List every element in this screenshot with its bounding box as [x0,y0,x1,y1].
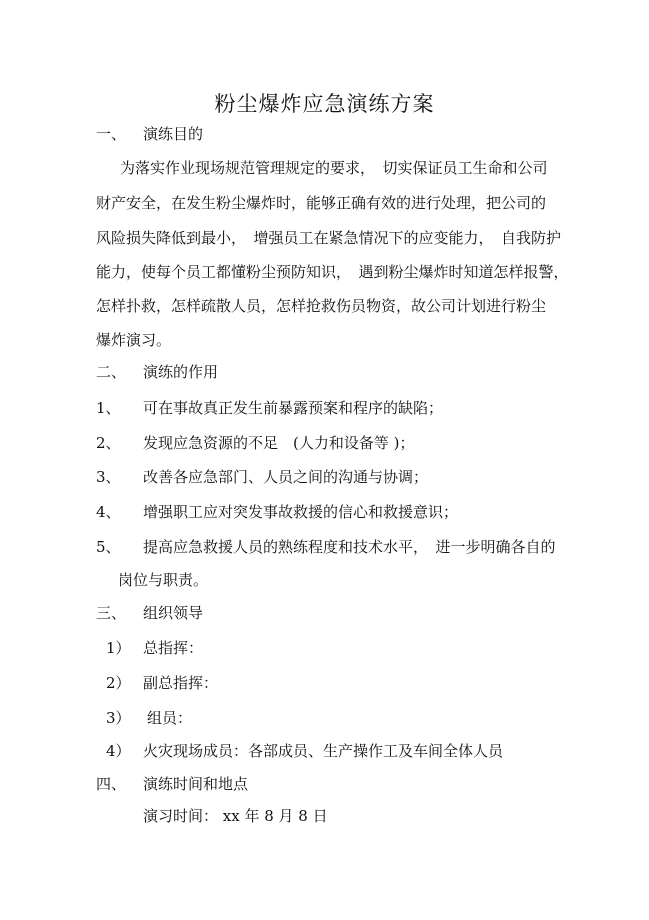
paragraph-line: 怎样扑救，怎样疏散人员，怎样抢救伤员物资，故公司计划进行粉尘 [96,297,547,315]
paragraph-line: 能力，使每个员工都懂粉尘预防知识， 遇到粉尘爆炸时知道怎样报警， [96,263,569,281]
section-1-number: 一、 [96,125,127,143]
list-item-text: 增强职工应对突发事故救援的信心和救援意识； [143,503,459,521]
section-1-heading: 演练目的 [143,125,204,143]
list-item-text: 副总指挥： [143,674,219,692]
paragraph-line: 财产安全，在发生粉尘爆炸时，能够正确有效的进行处理，把公司的 [96,194,547,212]
section-2-heading: 演练的作用 [143,363,219,381]
section-3-heading: 组织领导 [143,604,204,622]
list-item-number: 3） [106,709,131,727]
list-item-number: 4） [106,742,131,760]
list-item-text: 可在事故真正发生前暴露预案和程序的缺陷； [143,399,444,417]
paragraph-line: 为落实作业现场规范管理规定的要求， 切实保证员工生命和公司 [120,159,548,177]
paragraph-line: 风险损失降低到最小， 增强员工在紧急情况下的应变能力， 自我防护 [96,229,562,247]
list-item-text: 火灾现场成员：各部成员、生产操作工及车间全体人员 [143,742,504,760]
list-item-number: 5、 [96,538,121,556]
list-item-number: 4、 [96,503,121,521]
list-item-text: 总指挥： [143,639,204,657]
list-item-text: 发现应急资源的不足 (人力和设备等 )； [143,434,415,452]
list-item-text: 组员： [147,709,193,727]
paragraph-line: 爆炸演习。 [96,331,172,349]
drill-time-line: 演习时间： xx 年 8 月 8 日 [143,807,328,825]
section-4-heading: 演练时间和地点 [143,775,249,793]
list-item-number: 2、 [96,434,121,452]
list-item-text: 提高应急救援人员的熟练程度和技术水平， 进一步明确各自的 [143,538,556,556]
list-item-continuation: 岗位与职责。 [118,571,209,589]
section-4-number: 四、 [96,775,127,793]
list-item-number: 3、 [96,468,121,486]
list-item-number: 2） [106,674,131,692]
document-title: 粉尘爆炸应急演练方案 [214,92,435,116]
list-item-number: 1、 [96,399,121,417]
list-item-text: 改善各应急部门、人员之间的沟通与协调； [143,468,429,486]
section-3-number: 三、 [96,604,127,622]
section-2-number: 二、 [96,363,127,381]
list-item-number: 1） [106,639,131,657]
